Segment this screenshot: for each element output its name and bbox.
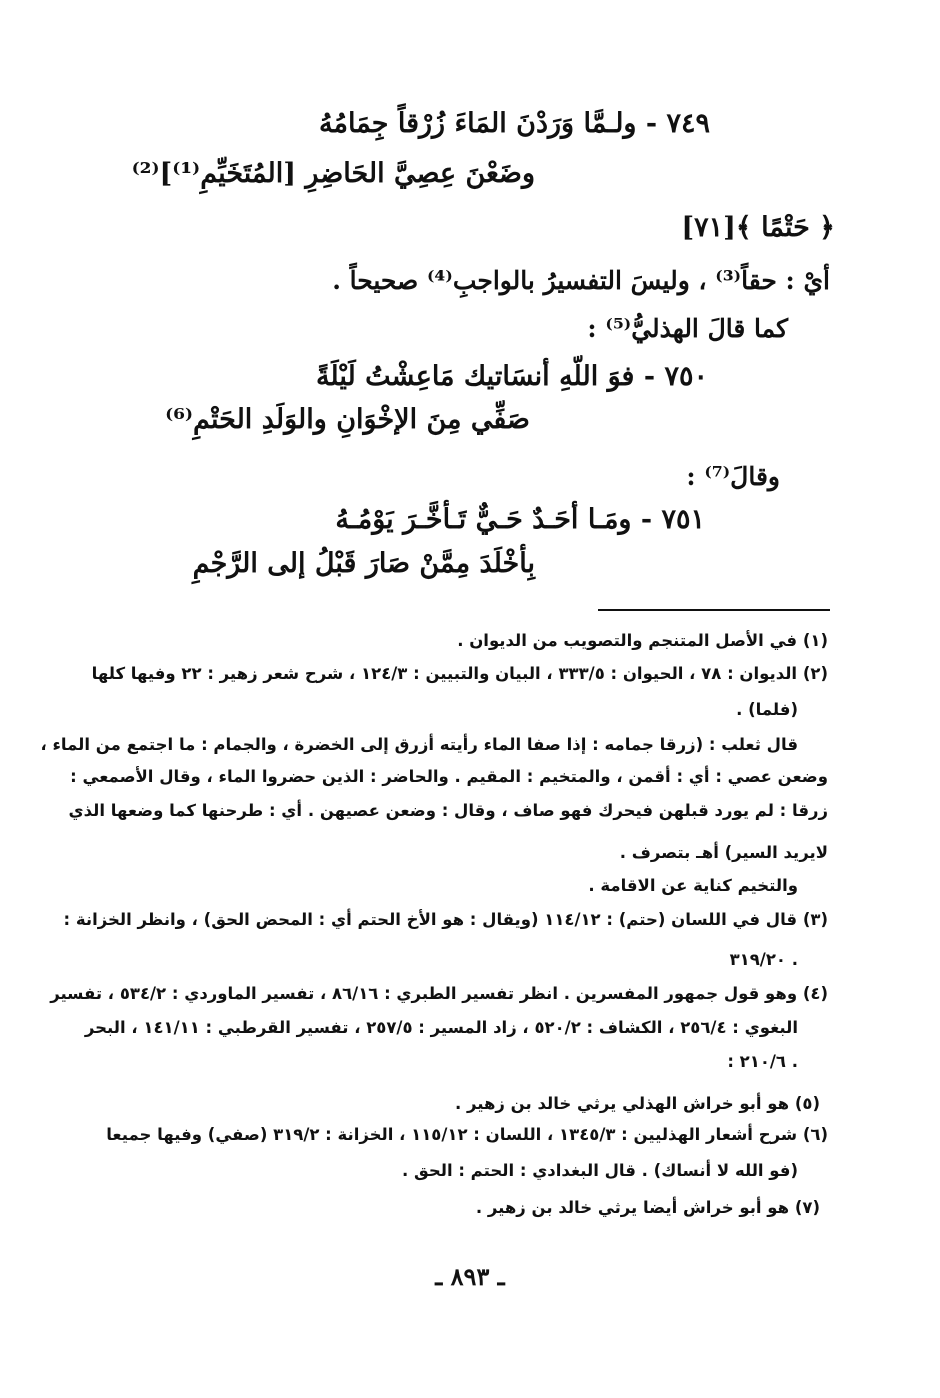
footnote-4: (٤) وهو قول جمهور المفسرين . انظر تفسير الطبري : ٨٦/١٦ ، تفسير الماوردي : ٥٣٤/٢ ، تفسير [50,984,828,1003]
footnote-2-cont: (فلما) . [736,700,798,719]
footnote-4-cont: : ٢١٠/٦ . [727,1052,798,1071]
citation-intro-line: كما قالَ الهذليُّ⁽⁵⁾ : [587,314,788,343]
verse-749-second-hemistich: وضَعْنَ عِصِيَّ الحَاضِرِ [المُتَخَيِّمِ⁽¹⁾]⁽²⁾ [131,158,535,189]
explanation-line: أيْ : حقاً⁽³⁾ ، وليسَ التفسيرُ بالواجبِ⁽⁴⁾ صحيحاً . [332,266,830,295]
footnote-4-cont: البغوي : ٢٥٦/٤ ، الكشاف : ٥٢٠/٢ ، زاد المسير : ٢٥٧/٥ ، تفسير القرطبي : ١٤١/١١ ، البحر [84,1018,798,1037]
footnote-2-note-line: والتخيم كناية عن الاقامة . [588,876,798,895]
citation-intro-line-2: وقالَ⁽⁷⁾ : [686,462,780,491]
page-number: ـ ٨٩٣ ـ [435,1262,505,1291]
footnote-6-cont: (فو الله لا أنساك) . قال البغدادي : الحتم : الحق . [401,1161,798,1180]
verse-750-second-hemistich: صَفِّي مِنَ الإخْوَانِ والوَلَدِ الحَتْمِ⁽⁶⁾ [165,404,530,435]
quranic-word-heading: ﴿ حَتْمًا ﴾[٧١] [681,212,835,243]
footnote-6: (٦) شرح أشعار الهذليين : ١٣٤٥/٣ ، اللسان : ١١٥/١٢ ، الخزانة : ٣١٩/٢ (صفي) وفيها جميعا [106,1125,828,1144]
verse-750-first-hemistich: ٧٥٠ - فوَ اللّهِ أنسَاتيك مَاعِشْتُ لَيْلَةً [315,361,708,392]
footnote-separator [598,609,830,611]
footnote-1: (١) في الأصل المتنجم والتصويب من الديوان . [457,631,828,650]
footnote-2-note-line: وضعن عصي : أي : أقمن ، والمتخيم : المقيم . والحاضر : الذين حضروا الماء ، وقال الأصمعي : [70,767,828,786]
verse-751-second-hemistich: بِأخْلَدَ مِمَّنْ صَارَ قَبْلُ إلى الرَّجْمِ [192,548,535,579]
footnote-2: (٢) الديوان : ٧٨ ، الحيوان : ٣٣٣/٥ ، البيان والتبيين : ١٢٤/٣ ، شرح شعر زهير : ٢٢ وفيها كلها [91,664,828,683]
footnote-3-cont: ٣١٩/٢٠ . [729,950,798,969]
footnote-3: (٣) قال في اللسان (حتم) : ١١٤/١٢ (ويقال : هو الأخ الحتم أي : المحض الحق) ، وانظر الخزانة : [63,910,828,929]
footnote-2-note-line: زرقا : لم يورد قبلهن فيحرك فهو صاف ، وقال : وضعن عصيهن . أي : طرحنها كما وضعها الذي [68,801,828,820]
verse-751-first-hemistich: ٧٥١ - ومَـا أحَـدٌ حَـيٌّ تَـأخَّـرَ يَوْمُـهُ [335,504,705,535]
footnote-7: (٧) هو أبو خراش أيضا يرثي خالد بن زهير . [475,1198,820,1217]
footnote-2-note-line: لايريد السير) أهـ بتصرف . [619,843,828,862]
footnote-5: (٥) هو أبو خراش الهذلي يرثي خالد بن زهير . [454,1094,820,1113]
verse-749-first-hemistich: ٧٤٩ - ولـمَّا وَرَدْنَ المَاءَ زُرْقاً جِمَامُهُ [319,108,710,139]
footnote-2-note-line: قال ثعلب : (زرقا جمامه : إذا صفا الماء رأيته أزرق إلى الخضرة ، والجمام : ما اجتمع من الماء ، [40,735,798,754]
